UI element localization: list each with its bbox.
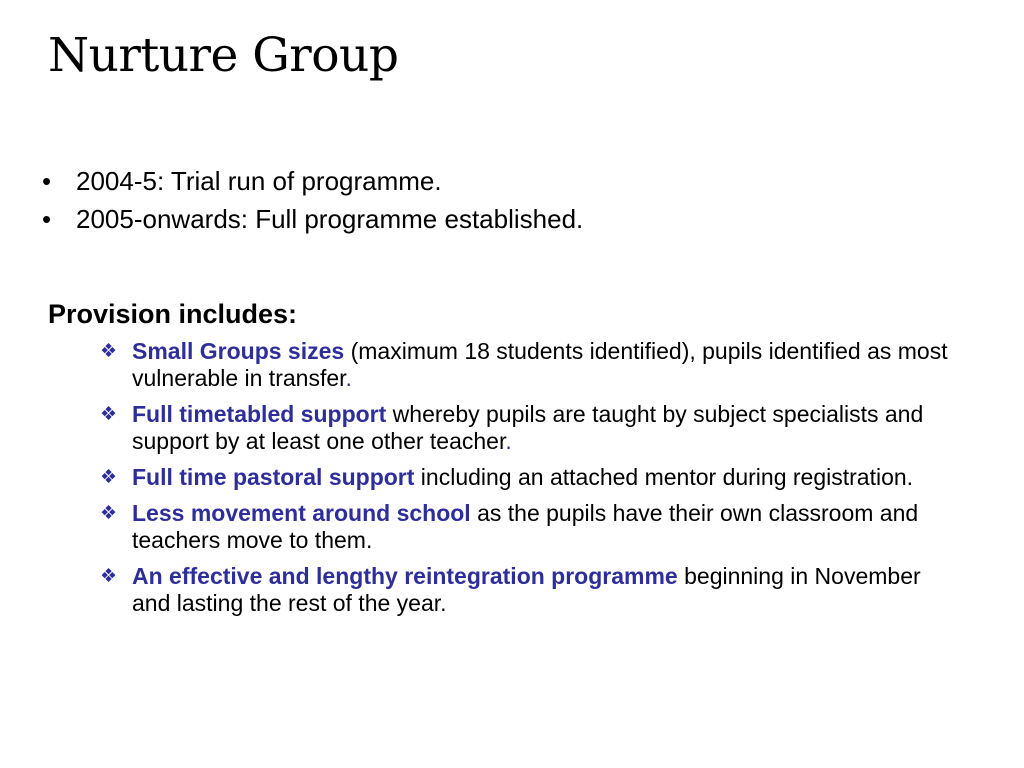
provision-heading: Provision includes:	[48, 299, 298, 329]
bullet-text: 2005-onwards: Full programme established.	[76, 204, 584, 234]
provision-text: beginning in November and lasting the rest of the year.	[132, 563, 921, 616]
provision-list	[100, 338, 960, 626]
provision-text: including an attached mentor during registration.	[414, 464, 914, 490]
provision-highlight: Small Groups sizes	[132, 338, 345, 364]
provision-item	[100, 338, 960, 392]
provision-item	[100, 500, 960, 554]
provision-highlight: Less movement around school	[132, 500, 471, 526]
provision-text: (maximum 18 students identified), pupils identified as most vulnerable in transfer	[132, 338, 948, 391]
bullet-item	[40, 162, 583, 200]
provision-highlight: An effective and lengthy reintegration programme	[132, 563, 678, 589]
provision-highlight: Full time pastoral support	[132, 464, 415, 490]
bullet-item	[40, 200, 583, 238]
diamond-bullet-icon: ❖	[100, 341, 118, 362]
provision-end: .	[345, 365, 352, 391]
bullet-icon: •	[42, 166, 52, 196]
diamond-bullet-icon: ❖	[100, 503, 118, 524]
diamond-bullet-icon: ❖	[100, 467, 118, 488]
provision-item	[100, 464, 960, 491]
provision-end: .	[505, 428, 512, 454]
diamond-bullet-icon: ❖	[100, 404, 118, 425]
slide-title: Nurture Group	[48, 28, 399, 83]
provision-text: whereby pupils are taught by subject specialists and support by at least one other teacher	[132, 401, 924, 454]
provision-item	[100, 563, 960, 617]
provision-highlight: Full timetabled support	[132, 401, 387, 427]
bullet-icon: •	[42, 204, 52, 234]
provision-item	[100, 401, 960, 455]
timeline-bullet-list	[40, 162, 583, 238]
provision-text: as the pupils have their own classroom and teachers move to them.	[132, 500, 919, 553]
bullet-text: 2004-5: Trial run of programme.	[76, 166, 442, 196]
diamond-bullet-icon: ❖	[100, 566, 118, 587]
